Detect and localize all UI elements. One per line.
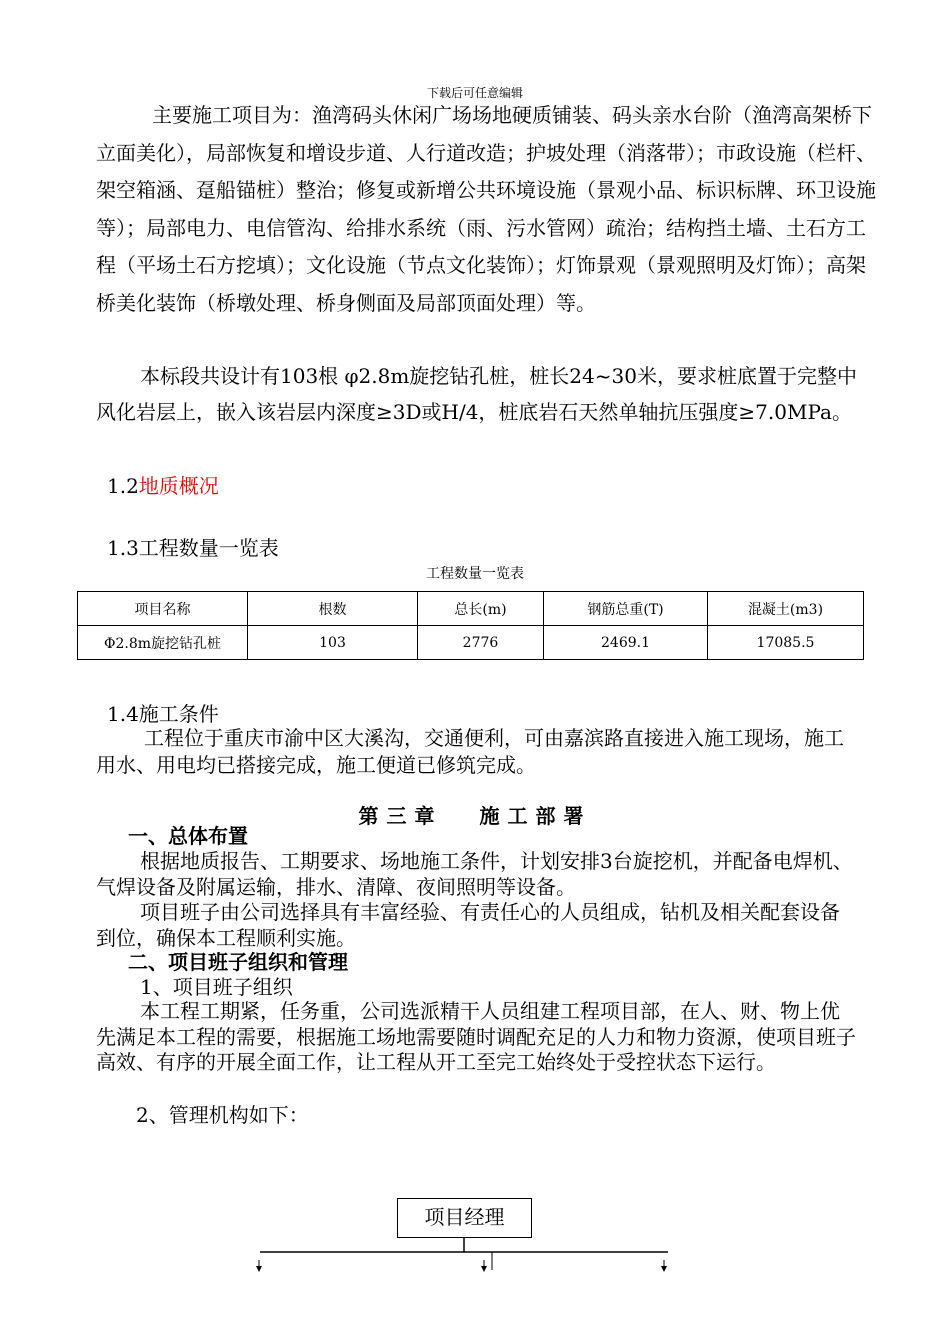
part2-paragraph: 本工程工期紧，任务重，公司选派精干人员组建工程项目部，在人、财、物上优先满足本工程的需要，根据施工场地需要随时调配充足的人力和物力资源，使项目班子高效、有序的开展全面工作，让工程从开工至完工始终处于受控状态下运行。 — [96, 999, 856, 1074]
part1-heading: 一、总体布置 — [128, 824, 248, 848]
table-header-cell: 钢筋总重(T) — [544, 592, 708, 626]
table-header-cell: 项目名称 — [78, 592, 248, 626]
page-header-note: 下载后可任意编辑 — [426, 86, 523, 100]
part1-paragraph-1: 根据地质报告、工期要求、场地施工条件，计划安排3台旋挖机，并配备电焊机、气焊设备及附属运输，排水、清障、夜间照明等设备。 — [96, 849, 853, 899]
chapter-number: 第三章 — [358, 804, 443, 828]
table-cell: 103 — [248, 626, 418, 660]
down-arrow-icon — [256, 1260, 262, 1272]
piles-paragraph: 本标段共设计有103根 φ2.8m旋挖钻孔桩，桩长24~30米，要求桩底置于完整中风化岩层上，嵌入该岩层内深度≥3D或H/4，桩底岩石天然单轴抗压强度≥7.0MPa。 — [96, 364, 857, 424]
table-header-cell: 混凝土(m3) — [708, 592, 864, 626]
table-header-cell: 根数 — [248, 592, 418, 626]
section-1-2-title: 地质概况 — [138, 474, 219, 498]
section-1-3-heading: 1.3工程数量一览表 — [107, 536, 279, 560]
org-box-project-manager: 项目经理 — [397, 1198, 532, 1238]
part1-paragraph-2: 项目班子由公司选择具有丰富经验、有责任心的人员组成，钻机及相关配套设备到位，确保本工程顺利实施。 — [96, 900, 840, 950]
chapter-title: 施工部署 — [479, 804, 592, 828]
section-1-2-number: 1.2 — [107, 474, 139, 498]
part2-subheading-2: 2、管理机构如下： — [136, 1103, 309, 1127]
scope-paragraph: 主要施工项目为：渔湾码头休闲广场场地硬质铺装、码头亲水台阶（渔湾高架桥下立面美化），局部恢复和增设步道、人行道改造；护坡处理（消落带）；市政设施（栏杆、架空箱涵、趸船锚桩）整治；修复或新增公共环境设施（景观小品、标识标牌、环卫设施等）；局部电力、电信管沟、给排水系统（雨、污水管网）疏治；结构挡土墙、土石方工程（平场土石方挖填）；文化设施（节点文化装饰）；灯饰景观（景观照明及灯饰）；高架桥美化装饰（桥墩处理、桥身侧面及局部顶面处理）等。 — [96, 103, 876, 315]
down-arrow-icon — [481, 1260, 487, 1272]
table-cell: 2776 — [418, 626, 544, 660]
table-cell: 17085.5 — [708, 626, 864, 660]
part2-subheading-1: 1、项目班子组织 — [140, 975, 293, 999]
section-1-4-heading: 1.4施工条件 — [107, 702, 219, 726]
down-arrow-icon — [661, 1260, 667, 1272]
part2-heading: 二、项目班子组织和管理 — [128, 950, 348, 974]
table-caption: 工程数量一览表 — [426, 566, 524, 582]
conditions-paragraph: 工程位于重庆市渝中区大溪沟，交通便利，可由嘉滨路直接进入施工现场，施工用水、用电均已搭接完成，施工便道已修筑完成。 — [96, 726, 844, 777]
table-cell: Φ2.8m旋挖钻孔桩 — [78, 626, 248, 660]
table-cell: 2469.1 — [544, 626, 708, 660]
table-header-cell: 总长(m) — [418, 592, 544, 626]
